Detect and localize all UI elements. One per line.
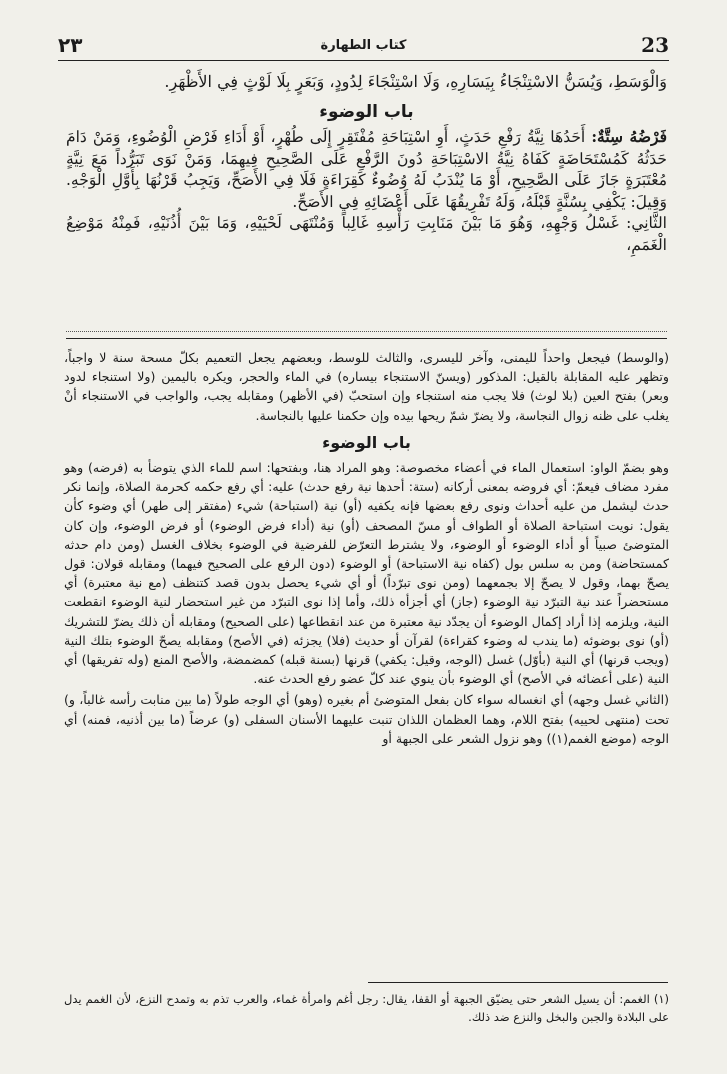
chapter-title: باب الوضوء bbox=[319, 102, 414, 122]
page-number-latin: 23 bbox=[641, 33, 669, 57]
footnote bbox=[64, 990, 669, 1026]
matn-lead: فَرْضُهُ سِتَّةٌ: bbox=[591, 127, 667, 146]
commentary-paragraph: (والوسط) فيجعل واحداً لليمنى، وآخر لليسرى، والثالث للوسط، وبعضهم يجعل التعميم بكلّ مسحة سنة لا واجباً، وتظهر عليه المقابلة بالقيل: المذكور (ويسنّ الاستنجاء بيساره) في الماء والحجر، ويكره باليمين (ولا استنجاء لدود وبعر) بفتح العين (بلا لوث) فلا يجب منه استنجاء وإن استحبّ (في الأظهر) ومقابله يجب، والواجب في الاستنجاء أنْ يغلب على ظنه زوال النجاسة، ولا يضرّ شمّ ريحها بيده وإن حكمنا عليها بالنجاسة. bbox=[64, 350, 669, 423]
matn-paragraph: الثَّانِي: غَسْلُ وَجْهِهِ، وَهُوَ مَا بَيْنَ مَنَابِتِ رَأْسِهِ غَالِباً وَمُنْتَهَى لَحْيَيْهِ، وَمَا بَيْنَ أُذُنَيْهِ، فَمِنْهُ مَوْضِعُ الْغَمَمِ، bbox=[66, 214, 667, 254]
commentary-chapter-title: باب الوضوء bbox=[322, 432, 411, 452]
commentary-text bbox=[64, 348, 669, 750]
footnote-divider bbox=[368, 982, 668, 983]
matn-text bbox=[66, 70, 667, 256]
footnote-text: (١) الغمم: أن يسيل الشعر حتى يضيّق الجبهة أو القفا، يقال: رجل أغم وامرأة غماء، والعرب تذم به وتمدح النزع، لأن الغمم يدل على البلادة والجبن والبخل والنزع ضد ذلك. bbox=[64, 992, 669, 1024]
matn-paragraph bbox=[66, 126, 667, 213]
dotted-divider bbox=[66, 331, 667, 332]
page-number-arabic: ٢٣ bbox=[58, 33, 83, 57]
page-header bbox=[58, 30, 669, 61]
commentary-paragraph: وهو بضمّ الواو: استعمال الماء في أعضاء مخصوصة: وهو المراد هنا، وبفتحها: اسم للماء الذي يتوضأ به (فرضه) وهو مفرد مضاف فيعمّ: أي فروضه بمعنى أركانه (ستة: أحدها نية رفع حدث) عليه: أي رفع حكمه كحرمة الصلاة، وإنما نكر حدث ليشمل من عليه أحداث ونوى رفع بعضها فإنه يكفيه (أو) نية (استباحة) شيء (مفتقر إلى طهر) أي وضوء كأن يقول: نويت استباحة الصلاة أو الطواف أو مسّ المصحف (أو) نية (أداء فرض الوضوء) أو فرض الوضوء، وإن كان المتوضئ صبياً أو أداء الوضوء أو الوضوء، ولا يشترط التعرّض للفرضية في الوضوء بخلاف الغسل (ومن دام حدثه كمستحاضة) ومن به سلس بول (كفاه نية الاستباحة) أو الوضوء (دون الرفع على الصحيح فيهما) ومقابله قولان: قول يصحّ بهما، وقول لا يصحّ إلا بجمعهما (ومن نوى تبرّداً) أو أي شيء يحصل بدون قصد كتنظف (مع نية معتبرة) أي مستحضراً عند نية التبرّد نية الوضوء (جاز) أي أجزأه ذلك، وأما إذا نوى التبرّد من غير استحضار لنية الوضوء انقطعت النية، ويلزمه إذا أراد إكمال الوضوء أن يجدّد نية معتبرة من عند انقطاعها (على الصحيح) ومقابله أن ذلك يضرّ للتشريك (أو) نوى بوضوئه (ما يندب له وضوء كقراءة) لقرآن أو حديث (فلا) يجزئه (في الأصح) ومقابله يصحّ الوضوء بتلك النية (ويجب قرنها) أي النية (بأوّل) غسل (الوجه، وقيل: يكفي) قرنها (بسنة قبله) كمضمضة، والأصح المنع (وله تفريقها) أي النية (على أعضائه في الأصح) أي الوضوء بأن ينوي عند كلّ عضو رفع الحدث عنه. bbox=[64, 460, 669, 687]
matn-paragraph-text: أَحَدُهَا نِيَّةُ رَفْعِ حَدَثٍ، أَوِ اسْتِبَاحَةِ مُفْتَقِرٍ إِلَى طُهْرٍ، أَوْ أَدَاءِ فَرْضِ الْوُضُوءِ، وَمَنْ دَامَ حَدَثُهُ كَمُسْتَحَاضَةٍ كَفَاهُ نِيَّةُ الاسْتِبَاحَةِ دُونَ الرَّفْعِ عَلَى الصَّحِيحِ فِيهِمَا، وَمَنْ نَوَى تَبَرُّداً مَعَ نِيَّةٍ مُعْتَبَرَةٍ جَازَ عَلَى الصَّحِيحِ، أَوْ مَا يُنْدَبُ لَهُ وُضُوءٌ كَقِرَاءَةٍ فَلَا فِي الأَصَحِّ، وَيَجِبُ قَرْنُهَا بِأَوَّلِ الْوَجْهِ. وَقِيلَ: يَكْفِي بِسُنَّةٍ قَبْلَهُ، وَلَهُ تَفْرِيقُهَا عَلَى أَعْضَائِهِ فِي الأَصَحِّ. bbox=[66, 128, 667, 211]
commentary-paragraph: (الثاني غسل وجهه) أي انغساله سواء كان بفعل المتوضئ أم بغيره (وهو) أي الوجه طولاً (ما بين منابت رأسه غالباً، و) تحت (منتهى لحييه) بفتح اللام، وهما العظمان اللذان تنبت عليهما الأسنان السفلى (و) عرضاً (ما بين أذنيه، فمنه) أي الوجه (موضع الغمم(١)) وهو نزول الشعر على الجبهة أو bbox=[64, 692, 669, 746]
matn-line: وَالْوَسَطِ، وَيُسَنُّ الاسْتِنْجَاءُ بِيَسَارِهِ، وَلَا اسْتِنْجَاءَ لِدُودٍ، وَبَعَرٍ بِلَا لَوْثٍ فِي الأَظْهَرِ. bbox=[164, 72, 667, 91]
section-divider bbox=[66, 338, 667, 339]
running-title: كتاب الطهارة bbox=[320, 38, 407, 53]
